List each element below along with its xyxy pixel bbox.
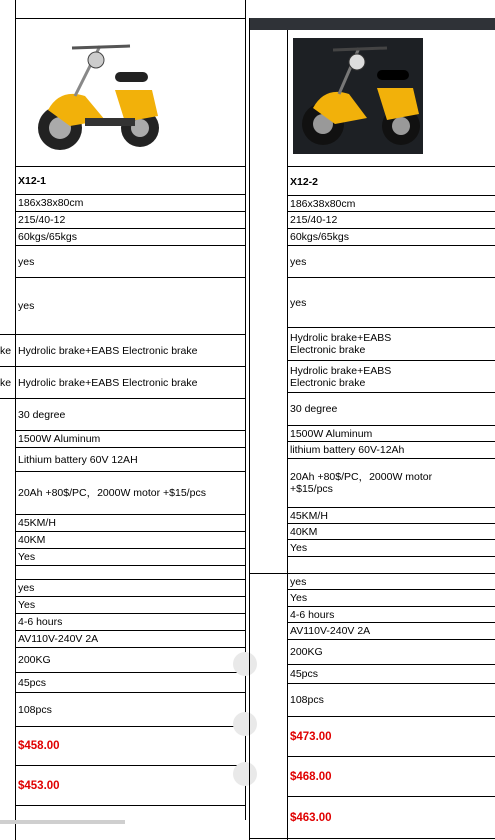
left-tire: 215/40-12	[18, 214, 66, 226]
right-upgrade-line1: 20Ah +80$/PC，2000W motor	[290, 471, 433, 483]
left-brake-rear: Hydrolic brake+EABS Electronic brake	[18, 376, 198, 389]
right-tire: 215/40-12	[290, 214, 338, 226]
right-brake-rear	[290, 361, 490, 392]
right-upgrade-line2: +$15/pcs	[290, 483, 333, 495]
left-price1: $458.00	[18, 740, 60, 752]
right-qty1: 45pcs	[290, 668, 319, 680]
left-opt2: yes	[18, 300, 35, 312]
right-brake-front-line1: Hydrolic brake+EABS	[290, 332, 392, 344]
left-opt5: Yes	[18, 599, 36, 611]
left-qty1: 45pcs	[18, 676, 47, 689]
left-opt4: yes	[18, 582, 35, 594]
left-weight: 60kgs/65kgs	[18, 231, 77, 243]
left-climb: 30 degree	[18, 408, 66, 421]
right-opt4: yes	[290, 575, 307, 588]
right-climb: 30 degree	[290, 403, 338, 415]
right-motor: 1500W Aluminum	[290, 427, 373, 440]
gutter-control-3[interactable]	[233, 762, 257, 786]
right-speed: 45KM/H	[290, 509, 328, 522]
right-price3: $463.00	[290, 811, 332, 824]
right-opt2: yes	[290, 296, 307, 309]
gutter-control-2[interactable]	[233, 712, 257, 736]
right-size: 186x38x80cm	[290, 197, 356, 210]
left-brake-front: Hydrolic brake+EABS Electronic brake	[18, 344, 198, 357]
right-opt1: yes	[290, 255, 307, 268]
left-charge-time: 4-6 hours	[18, 616, 63, 628]
horizontal-scrollbar[interactable]	[0, 820, 125, 824]
right-price1: $473.00	[290, 730, 332, 743]
left-size: 186x38x80cm	[18, 197, 84, 209]
right-charger: AV110V-240V 2A	[290, 625, 371, 637]
left-upgrade: 20Ah +80$/PC，2000W motor +$15/pcs	[18, 487, 206, 499]
left-brake-front-stub: ke	[0, 344, 12, 357]
right-brake-rear-line2: Electronic brake	[290, 376, 366, 389]
left-price2: $453.00	[18, 779, 60, 792]
left-load: 200KG	[18, 654, 51, 666]
right-model: X12-2	[290, 176, 319, 188]
left-opt3: Yes	[18, 551, 36, 563]
left-battery: Lithium battery 60V 12AH	[18, 453, 138, 466]
scooter-photo-dark	[293, 38, 423, 154]
left-model: X12-1	[18, 175, 47, 187]
right-brake-rear-line1: Hydrolic brake+EABS	[290, 364, 392, 377]
top-bar	[249, 18, 495, 30]
right-upgrade	[290, 459, 490, 507]
right-range: 40KM	[290, 525, 318, 538]
right-charge-time: 4-6 hours	[290, 608, 335, 621]
right-battery: lithium battery 60V-12Ah	[290, 444, 405, 456]
right-price2: $468.00	[290, 770, 332, 783]
left-brake-rear-stub: ke	[0, 376, 12, 389]
gutter-control-1[interactable]	[233, 652, 257, 676]
left-opt1: yes	[18, 255, 35, 268]
right-load: 200KG	[290, 646, 323, 658]
left-qty2: 108pcs	[18, 703, 52, 716]
right-opt5: Yes	[290, 592, 308, 604]
right-opt3: Yes	[290, 542, 308, 554]
scooter-photo	[30, 38, 160, 158]
right-qty2: 108pcs	[290, 694, 324, 706]
left-speed: 45KM/H	[18, 517, 56, 529]
left-charger: AV110V-240V 2A	[18, 633, 99, 645]
left-motor: 1500W Aluminum	[18, 433, 101, 445]
left-range: 40KM	[18, 534, 46, 546]
right-brake-front-line2: Electronic brake	[290, 344, 366, 356]
right-brake-front	[290, 328, 490, 360]
right-weight: 60kgs/65kgs	[290, 231, 349, 243]
